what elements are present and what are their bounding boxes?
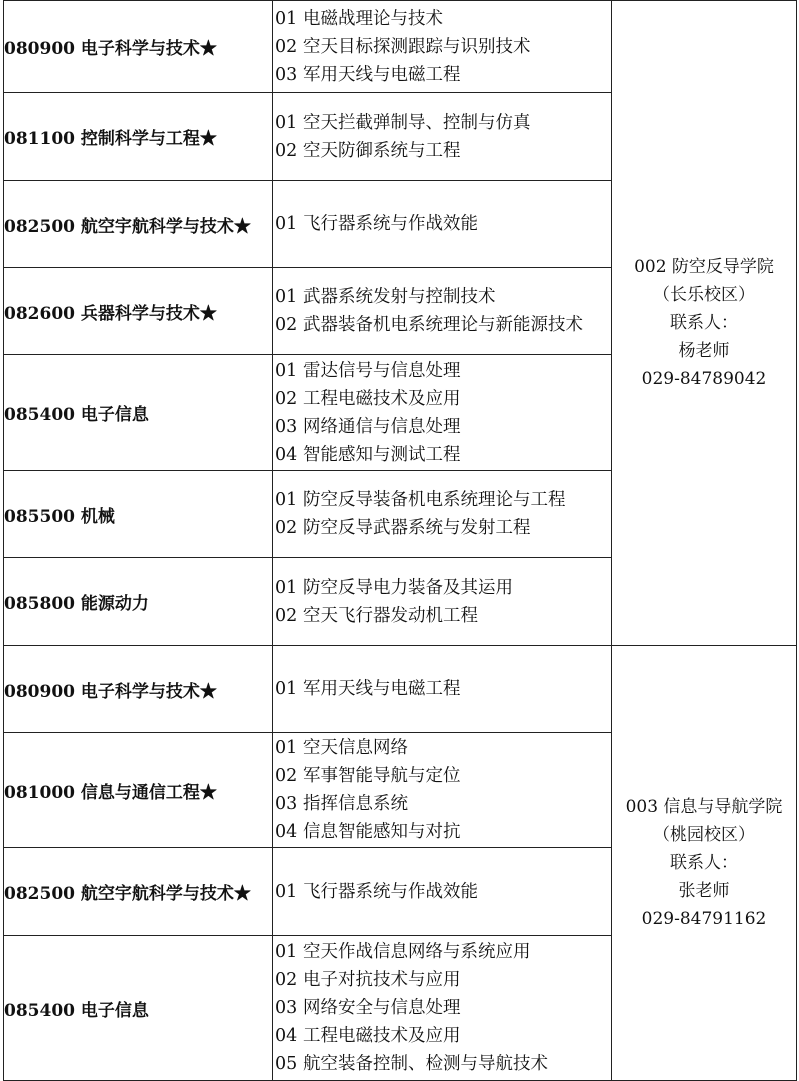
direction-text: 飞行器系统与作战效能 xyxy=(303,881,478,902)
contact-phone: 029-84791162 xyxy=(641,909,767,929)
direction-text: 电磁战理论与技术 xyxy=(303,8,443,29)
direction-number: 01 xyxy=(275,490,298,510)
directions-cell xyxy=(273,93,612,181)
direction-item xyxy=(275,413,607,441)
direction-number: 03 xyxy=(275,416,298,437)
direction-text: 空天拦截弹制导、控制与仿真 xyxy=(303,112,531,133)
direction-number: 05 xyxy=(275,1054,298,1074)
contact-name: 张老师 xyxy=(678,881,730,901)
major-cell: 085500 机械 xyxy=(4,471,273,558)
direction-number: 02 xyxy=(275,605,298,626)
direction-text: 军用天线与电磁工程 xyxy=(303,64,461,85)
table-row xyxy=(4,646,797,733)
directions-cell xyxy=(273,1,612,93)
directions-cell xyxy=(273,848,612,936)
direction-number: 04 xyxy=(275,822,298,842)
direction-text: 军事智能导航与定位 xyxy=(303,766,461,786)
direction-number: 02 xyxy=(275,388,298,409)
direction-item xyxy=(275,210,607,238)
major-cell: 082500 航空宇航科学与技术★ xyxy=(4,181,273,268)
direction-text: 空天信息网络 xyxy=(303,738,408,758)
directions-cell xyxy=(273,268,612,355)
direction-text: 网络通信与信息处理 xyxy=(303,416,461,437)
contact-label: 联系人： xyxy=(670,853,738,873)
direction-text: 防空反导武器系统与发射工程 xyxy=(303,518,531,538)
direction-number: 01 xyxy=(275,287,298,307)
programs-table xyxy=(3,0,797,1081)
directions-cell xyxy=(273,355,612,471)
direction-text: 电子对抗技术与应用 xyxy=(303,970,461,990)
direction-text: 信息智能感知与对抗 xyxy=(303,822,461,842)
college-campus: （桃园校区） xyxy=(653,825,755,845)
direction-text: 网络安全与信息处理 xyxy=(303,998,461,1018)
direction-number: 01 xyxy=(275,942,298,962)
major-cell: 081000 信息与通信工程★ xyxy=(4,733,273,848)
direction-text: 飞行器系统与作战效能 xyxy=(303,214,478,234)
direction-number: 01 xyxy=(275,8,298,29)
direction-item xyxy=(275,602,607,630)
directions-cell xyxy=(273,646,612,733)
direction-text: 武器装备机电系统理论与新能源技术 xyxy=(303,315,583,335)
direction-number: 02 xyxy=(275,766,298,786)
direction-item xyxy=(275,734,607,762)
directions-cell xyxy=(273,936,612,1081)
direction-number: 01 xyxy=(275,360,298,381)
direction-number: 03 xyxy=(275,794,298,814)
major-cell: 085400 电子信息 xyxy=(4,936,273,1081)
direction-number: 01 xyxy=(275,679,298,699)
direction-text: 军用天线与电磁工程 xyxy=(303,679,461,699)
direction-number: 02 xyxy=(275,36,298,57)
direction-item xyxy=(275,938,607,966)
direction-item xyxy=(275,1050,607,1078)
directions-cell xyxy=(273,181,612,268)
college-cell xyxy=(612,1,797,646)
direction-text: 航空装备控制、检测与导航技术 xyxy=(303,1054,548,1074)
direction-item xyxy=(275,762,607,790)
direction-text: 雷达信号与信息处理 xyxy=(303,360,461,381)
direction-number: 01 xyxy=(275,738,298,758)
direction-item xyxy=(275,818,607,846)
direction-text: 武器系统发射与控制技术 xyxy=(303,287,496,307)
direction-item xyxy=(275,574,607,602)
direction-item xyxy=(275,514,607,542)
direction-item xyxy=(275,486,607,514)
major-cell: 081100 控制科学与工程★ xyxy=(4,93,273,181)
direction-number: 03 xyxy=(275,998,298,1018)
direction-item xyxy=(275,137,607,165)
direction-number: 01 xyxy=(275,112,298,133)
direction-number: 02 xyxy=(275,140,298,161)
college-cell xyxy=(612,646,797,1081)
direction-number: 02 xyxy=(275,315,298,335)
college-name: 002 防空反导学院 xyxy=(634,257,774,277)
direction-text: 工程电磁技术及应用 xyxy=(303,1026,461,1046)
direction-item xyxy=(275,61,607,89)
directions-cell xyxy=(273,471,612,558)
direction-number: 03 xyxy=(275,64,298,85)
major-cell: 082500 航空宇航科学与技术★ xyxy=(4,848,273,936)
direction-item xyxy=(275,675,607,703)
contact-label: 联系人： xyxy=(670,313,738,333)
direction-item xyxy=(275,109,607,137)
direction-number: 02 xyxy=(275,970,298,990)
direction-item xyxy=(275,311,607,339)
direction-text: 工程电磁技术及应用 xyxy=(303,388,461,409)
direction-number: 01 xyxy=(275,881,298,902)
direction-text: 空天飞行器发动机工程 xyxy=(303,605,478,626)
direction-text: 防空反导电力装备及其运用 xyxy=(303,577,513,598)
major-cell: 080900 电子科学与技术★ xyxy=(4,1,273,93)
contact-name: 杨老师 xyxy=(678,341,730,361)
direction-text: 空天目标探测跟踪与识别技术 xyxy=(303,36,531,57)
directions-cell xyxy=(273,733,612,848)
contact-phone: 029-84789042 xyxy=(641,369,767,389)
direction-number: 04 xyxy=(275,1026,298,1046)
direction-item xyxy=(275,1022,607,1050)
college-name: 003 信息与导航学院 xyxy=(625,797,783,817)
direction-item xyxy=(275,385,607,413)
table-row xyxy=(4,1,797,93)
programs-table-body xyxy=(4,1,797,1081)
direction-text: 空天作战信息网络与系统应用 xyxy=(303,942,531,962)
direction-item xyxy=(275,441,607,469)
direction-item xyxy=(275,790,607,818)
direction-number: 04 xyxy=(275,444,298,465)
college-campus: （长乐校区） xyxy=(653,285,755,305)
direction-text: 防空反导装备机电系统理论与工程 xyxy=(303,490,566,510)
direction-item xyxy=(275,994,607,1022)
directions-cell xyxy=(273,558,612,646)
direction-text: 智能感知与测试工程 xyxy=(303,444,461,465)
major-cell: 080900 电子科学与技术★ xyxy=(4,646,273,733)
major-cell: 082600 兵器科学与技术★ xyxy=(4,268,273,355)
direction-item xyxy=(275,283,607,311)
direction-item xyxy=(275,5,607,33)
direction-number: 01 xyxy=(275,214,298,234)
direction-item xyxy=(275,966,607,994)
direction-item xyxy=(275,357,607,385)
direction-number: 01 xyxy=(275,577,298,598)
direction-item xyxy=(275,878,607,906)
major-cell: 085400 电子信息 xyxy=(4,355,273,471)
direction-item xyxy=(275,33,607,61)
direction-text: 指挥信息系统 xyxy=(303,794,408,814)
direction-number: 02 xyxy=(275,518,298,538)
major-cell: 085800 能源动力 xyxy=(4,558,273,646)
direction-text: 空天防御系统与工程 xyxy=(303,140,461,161)
